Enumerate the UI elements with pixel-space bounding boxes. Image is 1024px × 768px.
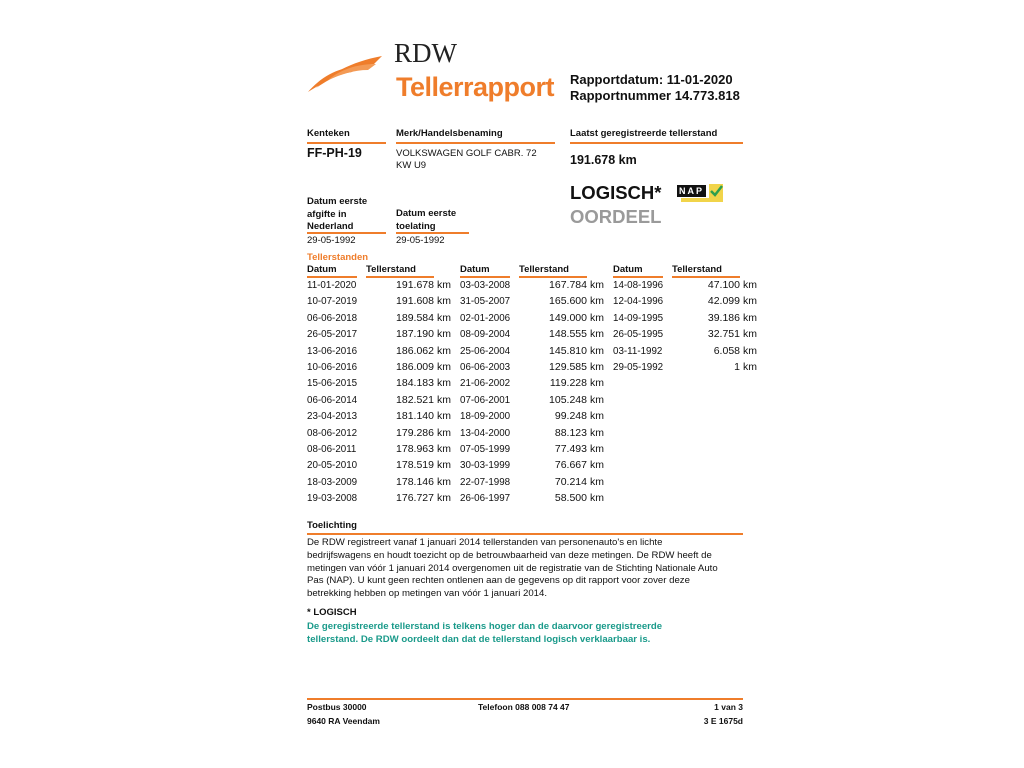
reading-date: 31-05-2007 — [460, 296, 511, 308]
first-nl-value: 29-05-1992 — [307, 235, 356, 246]
reading-date: 21-06-2002 — [460, 378, 511, 390]
reading-value: 39.186 — [707, 311, 740, 324]
reading-unit: km — [437, 279, 451, 291]
reading-row — [460, 279, 604, 291]
toelichting-heading: Toelichting — [307, 520, 357, 531]
reading-unit: km — [590, 279, 604, 291]
footer-address-2: 9640 RA Veendam — [307, 716, 380, 726]
footer-code: 3 E 1675d — [703, 716, 743, 726]
reading-row — [307, 295, 451, 307]
col-header-date: Datum — [460, 264, 490, 275]
reading-unit: km — [437, 475, 451, 488]
reading-unit: km — [590, 361, 604, 373]
reading-unit: km — [437, 295, 451, 308]
reading-date: 18-09-2000 — [460, 411, 511, 423]
reading-date: 06-06-2003 — [460, 362, 511, 373]
reading-row — [613, 328, 757, 340]
reading-date: 07-06-2001 — [460, 394, 511, 406]
logisch-note-heading: * LOGISCH — [307, 607, 357, 618]
reading-value: 182.521 — [396, 393, 434, 406]
last-reading-label: Laatst geregistreerde tellerstand — [570, 128, 718, 139]
verdict: LOGISCH* — [570, 182, 662, 203]
nap-underline — [681, 198, 723, 202]
toelichting-text: De RDW registreert vanaf 1 januari 2014 tellerstanden van personenauto's en lichte bedrijfswagens en houdt toezicht op de betrouwbaarheid van deze metingen. De RDW heeft de metingen van vóór 1 januari 2014 overgenomen uit de registratie van de Stichting Nationale Auto Pas (NAP). U kunt geen rechten ontlenen aan de gegevens op dit rapport voor zover deze betrekking hebben op metingen van vóór 1 januari 2014. — [307, 537, 718, 600]
reading-date: 20-05-2010 — [307, 460, 358, 472]
reading-date: 18-03-2009 — [307, 476, 358, 488]
brand-name: RDW — [394, 38, 457, 68]
reading-date: 08-09-2004 — [460, 329, 511, 341]
merk-value: VOLKSWAGEN GOLF CABR. 72 KW U9 — [396, 148, 537, 171]
reading-date: 10-06-2016 — [307, 362, 358, 373]
reading-unit: km — [437, 459, 451, 472]
reading-unit: km — [437, 344, 451, 357]
reading-row — [613, 312, 757, 324]
reading-unit: km — [743, 279, 757, 291]
reading-value: 1 — [734, 361, 740, 373]
reading-unit: km — [590, 410, 604, 423]
reading-row — [307, 410, 451, 422]
reading-value: 6.058 — [713, 344, 740, 357]
reading-unit: km — [743, 311, 757, 324]
reading-row — [307, 328, 451, 340]
reading-value: 129.585 — [549, 361, 587, 373]
first-adm-label: Datum eerste toelating — [396, 208, 457, 232]
reading-date: 08-06-2011 — [307, 444, 357, 455]
col-header-date-rule — [460, 276, 510, 278]
reading-date: 10-07-2019 — [307, 296, 358, 308]
first-adm-value: 29-05-1992 — [396, 235, 445, 246]
kenteken-value: FF-PH-19 — [307, 146, 362, 160]
reading-row — [460, 492, 604, 504]
reading-date: 30-03-1999 — [460, 460, 511, 472]
reading-row — [460, 361, 604, 373]
reading-row — [307, 279, 451, 291]
reading-unit: km — [590, 311, 604, 324]
reading-value: 47.100 — [707, 279, 740, 291]
reading-unit: km — [743, 328, 757, 341]
reading-value: 176.727 — [396, 492, 434, 505]
reading-value: 187.190 — [396, 328, 434, 341]
col-header-value: Tellerstand — [519, 264, 569, 275]
reading-date: 19-03-2008 — [307, 493, 358, 505]
reading-date: 03-03-2008 — [460, 280, 511, 291]
reading-value: 32.751 — [707, 328, 740, 341]
reading-row — [460, 377, 604, 389]
reading-date: 26-05-1995 — [613, 329, 664, 341]
reading-row — [307, 427, 451, 439]
reading-row — [613, 295, 757, 307]
reading-unit: km — [437, 393, 451, 406]
reading-date: 26-06-1997 — [460, 493, 511, 505]
reading-date: 13-06-2016 — [307, 345, 358, 357]
reading-value: 70.214 — [554, 475, 587, 488]
reading-value: 186.062 — [396, 344, 434, 357]
reading-value: 105.248 — [549, 393, 587, 406]
reading-unit: km — [590, 475, 604, 488]
reading-date: 07-05-1999 — [460, 444, 511, 455]
footer-address-1: Postbus 30000 — [307, 702, 367, 712]
reading-date: 11-01-2020 — [307, 280, 357, 291]
col-header-value-rule — [672, 276, 740, 278]
nap-logo: NAP — [679, 186, 705, 196]
reading-unit: km — [437, 377, 451, 390]
verdict-label: OORDEEL — [570, 206, 662, 227]
reading-unit: km — [590, 377, 604, 390]
reading-unit: km — [590, 393, 604, 406]
col-header-value-rule — [366, 276, 434, 278]
rdw-logo-icon — [306, 52, 384, 94]
reading-date: 25-06-2004 — [460, 345, 511, 357]
reading-date: 14-08-1996 — [613, 280, 664, 291]
reading-row — [307, 394, 451, 406]
reading-date: 26-05-2017 — [307, 329, 358, 341]
reading-unit: km — [590, 443, 604, 455]
reading-unit: km — [590, 426, 604, 439]
col-header-date-rule — [613, 276, 663, 278]
reading-value: 178.963 — [396, 443, 434, 455]
reading-row — [460, 427, 604, 439]
reading-row — [460, 443, 604, 455]
reading-date: 22-07-1998 — [460, 476, 511, 488]
footer-phone: Telefoon 088 008 74 47 — [478, 702, 570, 712]
reading-value: 88.123 — [554, 426, 587, 439]
reading-row — [460, 312, 604, 324]
reading-value: 76.667 — [554, 459, 587, 472]
reading-value: 179.286 — [396, 426, 434, 439]
reading-date: 03-11-1992 — [613, 345, 663, 357]
reading-row — [460, 345, 604, 357]
reading-date: 15-06-2015 — [307, 378, 358, 390]
reading-row — [307, 345, 451, 357]
reading-value: 149.000 — [549, 311, 587, 324]
col-header-date: Datum — [613, 264, 643, 275]
reading-unit: km — [437, 328, 451, 341]
reading-date: 06-06-2014 — [307, 394, 358, 406]
reading-row — [460, 410, 604, 422]
reading-row — [307, 492, 451, 504]
reading-row — [613, 361, 757, 373]
report-date: Rapportdatum: 11-01-2020 — [570, 72, 733, 87]
col-header-date: Datum — [307, 264, 337, 275]
reading-unit: km — [590, 295, 604, 308]
footer-page: 1 van 3 — [714, 702, 743, 712]
reading-date: 14-09-1995 — [613, 312, 664, 324]
reading-row — [460, 295, 604, 307]
reading-value: 165.600 — [549, 295, 587, 308]
reading-value: 58.500 — [554, 492, 587, 505]
reading-unit: km — [590, 344, 604, 357]
reading-unit: km — [743, 361, 757, 373]
reading-value: 148.555 — [549, 328, 587, 341]
reading-value: 189.584 — [396, 311, 434, 324]
col-header-value: Tellerstand — [366, 264, 416, 275]
reading-unit: km — [437, 361, 451, 373]
reading-value: 178.519 — [396, 459, 434, 472]
reading-unit: km — [437, 443, 451, 455]
col-header-value: Tellerstand — [672, 264, 722, 275]
reading-value: 184.183 — [396, 377, 434, 390]
last-reading-value: 191.678 km — [570, 153, 637, 167]
reading-row — [613, 345, 757, 357]
reading-value: 181.140 — [396, 410, 434, 423]
reading-row — [307, 476, 451, 488]
reading-unit: km — [743, 295, 757, 308]
reading-value: 145.810 — [549, 344, 587, 357]
merk-label: Merk/Handelsbenaming — [396, 128, 503, 139]
reading-row — [460, 459, 604, 471]
reading-value: 42.099 — [707, 295, 740, 308]
reading-unit: km — [437, 410, 451, 423]
reading-value: 99.248 — [554, 410, 587, 423]
reading-date: 13-04-2000 — [460, 427, 511, 439]
report-number: Rapportnummer 14.773.818 — [570, 88, 740, 103]
reading-value: 178.146 — [396, 475, 434, 488]
reading-value: 77.493 — [554, 443, 587, 455]
reading-unit: km — [590, 328, 604, 341]
reading-unit: km — [590, 492, 604, 505]
kenteken-label: Kenteken — [307, 128, 350, 139]
first-nl-label: Datum eerste afgifte in Nederland — [307, 196, 368, 232]
reading-unit: km — [437, 426, 451, 439]
reading-unit: km — [437, 492, 451, 505]
logisch-note-text: De geregistreerde tellerstand is telkens hoger dan de daarvoor geregistreerde tellerstand. De RDW oordeelt dan dat de tellerstand logisch verklaarbaar is. — [307, 621, 663, 645]
reading-row — [460, 328, 604, 340]
reading-row — [307, 459, 451, 471]
reading-value: 167.784 — [549, 279, 587, 291]
reading-value: 191.608 — [396, 295, 434, 308]
reading-value: 186.009 — [396, 361, 434, 373]
reading-row — [613, 279, 757, 291]
col-header-date-rule — [307, 276, 357, 278]
reading-value: 191.678 — [396, 279, 434, 291]
nap-check-icon — [709, 184, 723, 198]
reading-row — [307, 361, 451, 373]
reading-row — [307, 312, 451, 324]
tellerstanden-heading: Tellerstanden — [307, 252, 369, 263]
reading-row — [460, 394, 604, 406]
reading-row — [307, 443, 451, 455]
reading-row — [460, 476, 604, 488]
reading-value: 119.228 — [549, 377, 587, 390]
reading-date: 12-04-1996 — [613, 296, 664, 308]
col-header-value-rule — [519, 276, 587, 278]
reading-unit: km — [437, 311, 451, 324]
reading-date: 23-04-2013 — [307, 411, 358, 423]
reading-unit: km — [743, 344, 757, 357]
reading-unit: km — [590, 459, 604, 472]
reading-date: 06-06-2018 — [307, 312, 358, 324]
reading-date: 08-06-2012 — [307, 427, 358, 439]
reading-row — [307, 377, 451, 389]
page-title: Tellerrapport — [396, 72, 555, 102]
reading-date: 02-01-2006 — [460, 312, 511, 324]
reading-date: 29-05-1992 — [613, 362, 664, 373]
